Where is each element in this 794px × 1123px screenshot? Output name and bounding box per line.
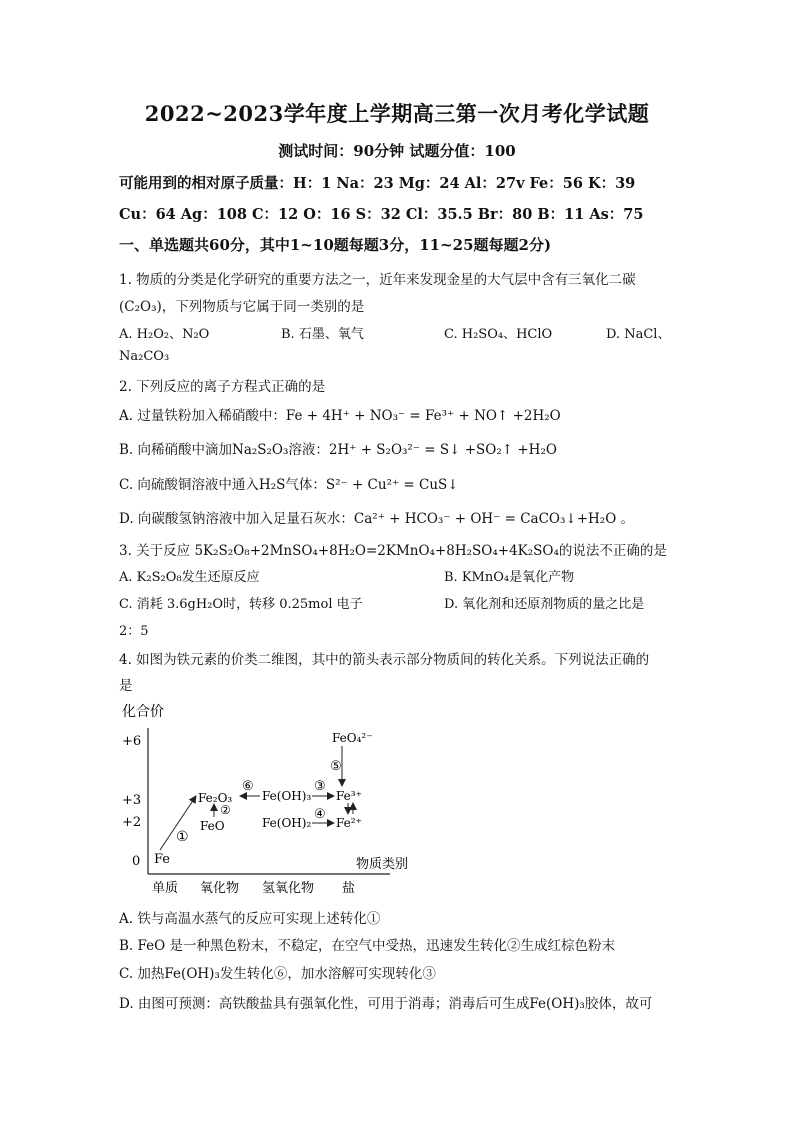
arrow-label-1: ① xyxy=(176,829,189,845)
q1-option-d: D. NaCl、 xyxy=(606,327,671,342)
q3-option-c: C. 消耗 3.6gH₂O时，转移 0.25mol 电子 xyxy=(119,597,363,612)
arrow-label-6: ⑥ xyxy=(242,779,254,794)
atomic-mass-line-1: 可能用到的相对原子质量：H：1 Na：23 Mg：24 Al：27v Fe：56 K：39 xyxy=(119,175,636,192)
q2-option-b: B. 向稀硝酸中滴加Na₂S₂O₃溶液：2H⁺ + S₂O₃²⁻ = S↓ +SO₂↑ +H₂O xyxy=(119,442,557,458)
arrow-label-3: ③ xyxy=(314,779,326,794)
q3-option-b: B. KMnO₄是氧化产物 xyxy=(444,570,575,585)
arrow-label-2: ② xyxy=(220,803,231,817)
q1-stem-line-2: (C₂O₃)，下列物质与它属于同一类别的是 xyxy=(119,299,365,315)
iron-valence-diagram xyxy=(110,700,430,900)
q4-option-b: B. FeO 是一种黑色粉末，不稳定，在空气中受热，迅速发生转化②生成红棕色粉末 xyxy=(119,938,615,954)
q3-option-d: D. 氧化剂和还原剂物质的量之比是 xyxy=(444,597,645,612)
species-fe: Fe xyxy=(154,852,171,867)
x-axis-label: 物质类别 xyxy=(356,857,409,872)
q2-option-a: A. 过量铁粉加入稀硝酸中：Fe + 4H⁺ + NO₃⁻ = Fe³⁺ + NO↑ +2H₂O xyxy=(119,408,561,424)
y-tick-zero: 0 xyxy=(132,854,141,869)
q2-option-c: C. 向硫酸铜溶液中通入H₂S气体：S²⁻ + Cu²⁺ = CuS↓ xyxy=(119,477,459,493)
y-axis-label: 化合价 xyxy=(122,704,164,720)
q4-option-c: C. 加热Fe(OH)₃发生转化⑥，加水溶解可实现转化③ xyxy=(119,966,436,982)
arrow-label-5: ⑤ xyxy=(330,759,342,774)
q1-option-b: B. 石墨、氧气 xyxy=(281,327,364,342)
section-heading: 一、单选题共60分，其中1~10题每题3分，11~25题每题2分) xyxy=(119,236,552,254)
q1-option-c: C. H₂SO₄、HClO xyxy=(444,327,553,342)
q3-stem: 3. 关于反应 5K₂S₂O₈+2MnSO₄+8H₂O=2KMnO₄+8H₂SO₄+4K₂SO₄的说法不正确的是 xyxy=(119,543,667,559)
q1-option-d-cont: Na₂CO₃ xyxy=(119,349,170,364)
q4-stem-line-1: 4. 如图为铁元素的价类二维图，其中的箭头表示部分物质间的转化关系。下列说法正确的 xyxy=(119,652,650,668)
species-fe2o3: Fe₂O₃ xyxy=(198,791,233,805)
q1-option-a: A. H₂O₂、N₂O xyxy=(119,327,210,342)
q4-option-a: A. 铁与高温水蒸气的反应可实现上述转化① xyxy=(119,911,381,927)
x-cat-oxide: 氧化物 xyxy=(200,881,240,896)
q4-stem-line-2: 是 xyxy=(119,678,133,694)
x-cat-element: 单质 xyxy=(152,881,179,896)
y-tick-plus6: +6 xyxy=(122,734,142,749)
exam-subtitle: 测试时间：90分钟 试题分值：100 xyxy=(278,142,516,160)
species-fe3plus: Fe³⁺ xyxy=(336,789,362,803)
atomic-mass-line-2: Cu：64 Ag：108 C：12 O：16 S：32 Cl：35.5 Br：80 B：11 As：75 xyxy=(119,206,644,223)
y-tick-plus3: +3 xyxy=(122,793,142,808)
x-cat-salt: 盐 xyxy=(342,881,356,896)
species-feoh3: Fe(OH)₃ xyxy=(262,789,312,803)
q3-option-a: A. K₂S₂O₈发生还原反应 xyxy=(119,570,260,585)
q2-stem: 2. 下列反应的离子方程式正确的是 xyxy=(119,379,326,395)
y-tick-plus2: +2 xyxy=(122,815,142,830)
x-cat-hydroxide: 氢氧化物 xyxy=(262,881,315,896)
exam-title: 2022~2023学年度上学期高三第一次月考化学试题 xyxy=(144,101,650,126)
species-feo4: FeO₄²⁻ xyxy=(332,731,373,745)
species-fe2plus: Fe²⁺ xyxy=(336,816,362,830)
q4-option-d: D. 由图可预测：高铁酸盐具有强氧化性，可用于消毒；消毒后可生成Fe(OH)₃胶体，故可 xyxy=(119,996,653,1012)
arrow-label-4: ④ xyxy=(314,807,326,822)
q2-option-d: D. 向碳酸氢钠溶液中加入足量石灰水：Ca²⁺ + HCO₃⁻ + OH⁻ = CaCO₃↓+H₂O 。 xyxy=(119,511,635,527)
q1-stem-line-1: 1. 物质的分类是化学研究的重要方法之一，近年来发现金星的大气层中含有三氧化二碳 xyxy=(119,272,636,288)
species-feoh2: Fe(OH)₂ xyxy=(262,816,312,830)
q3-option-d-cont: 2：5 xyxy=(119,624,149,639)
species-feo: FeO xyxy=(200,819,225,833)
